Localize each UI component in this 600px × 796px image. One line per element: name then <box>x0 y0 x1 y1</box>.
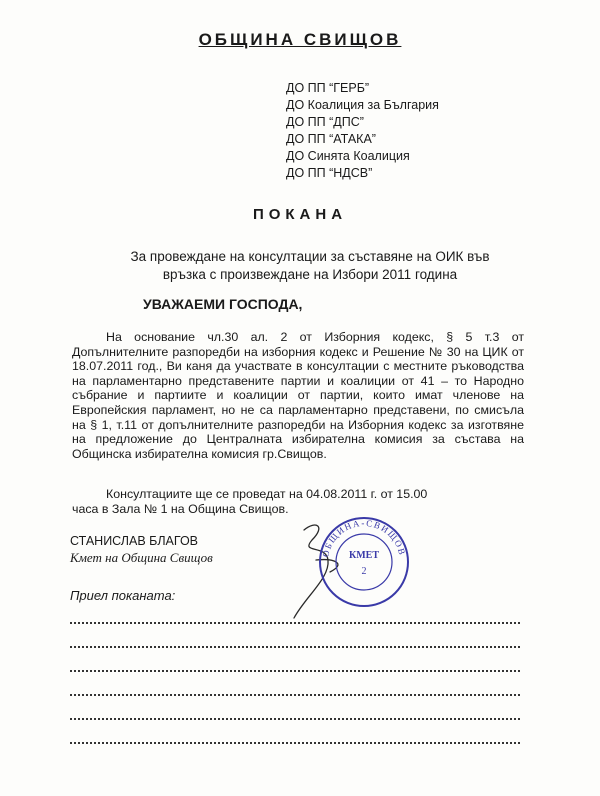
subject-line: връзка с произвеждане на Избори 2011 година <box>162 267 458 282</box>
receipt-dotted-lines <box>70 604 520 748</box>
meeting-line: Консултациите ще се проведат на 04.08.2011 г. от 15.00 <box>106 487 428 501</box>
recipient-item: ДО Коалиция за България <box>286 98 439 112</box>
dotted-line <box>70 652 520 676</box>
recipient-item: ДО ПП “АТАКА” <box>286 132 376 146</box>
receipt-label: Приел поканата: <box>70 588 176 603</box>
recipient-item: ДО ПП “ГЕРБ” <box>286 81 370 95</box>
recipient-item: ДО ПП “ДПС” <box>286 115 364 129</box>
dotted-line <box>70 604 520 628</box>
stamp-ring-text: ОБЩИНА-СВИЩОВ <box>320 517 408 558</box>
document-subject <box>60 248 560 284</box>
signer-title: Кмет на Община Свищов <box>70 550 213 565</box>
recipient-item: ДО ПП “НДСВ” <box>286 166 373 180</box>
recipients-list <box>286 80 439 182</box>
dotted-line <box>70 700 520 724</box>
recipient-item: ДО Синята Коалиция <box>286 149 410 163</box>
signer-name: СТАНИСЛАВ БЛАГОВ <box>70 534 199 548</box>
greeting: УВАЖАЕМИ ГОСПОДА, <box>143 296 303 312</box>
stamp-center-label: КМЕТ <box>348 550 380 561</box>
subject-line: За провеждане на консултации за съставяне на ОИК във <box>130 249 490 264</box>
body-paragraph: На основание чл.30 ал. 2 от Изборния кодекс, § 5 т.3 от Допълнителните разпоредби на изборния кодекс и Решение № 30 на ЦИК от 18.07.2011 год., Ви каня да участвате в консултации с местните ръководства на парламентарно представените партии и коалиции от 41 – то Народно събрание и партиите и коалиции от партии, които имат членове на Европейския парламент, но не са парламентарно представени, по смисъла на § 1, т.11 от допълнителните разпоредби на Изборния кодекс за изготвяне на предложение до Централната избирателна комисия за състава на Общинска избирателна комисия гр.Свищов. <box>72 330 524 461</box>
dotted-line <box>70 628 520 652</box>
dotted-line <box>70 676 520 700</box>
dotted-line <box>70 724 520 748</box>
stamp-center-number: 2 <box>361 566 367 577</box>
meeting-line: часа в Зала № 1 на Община Свищов. <box>72 501 289 516</box>
stamp-inner-ring <box>336 534 392 590</box>
page-title: ОБЩИНА СВИЩОВ <box>198 30 402 49</box>
document-heading: ПОКАНА <box>252 206 348 223</box>
